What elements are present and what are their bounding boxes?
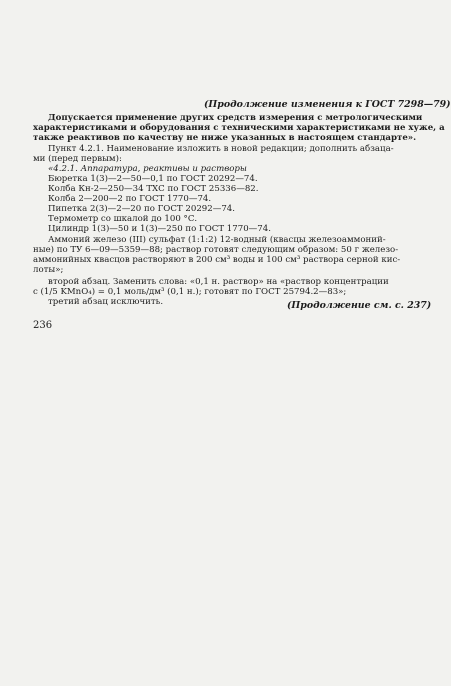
list-item: Колба 2—200—2 по ГОСТ 1770—74.	[48, 194, 212, 204]
page-number: 236	[33, 320, 53, 331]
paragraph-line: Аммоний железо (III) сульфат (1:1:2) 12-водный (квасцы железоаммоний-	[48, 235, 386, 245]
paragraph-line: второй абзац. Заменить слова: «0,1 н. раствор» на «раствор концентрации	[48, 277, 389, 287]
section-heading: «4.2.1. Аппаратура, реактивы и растворы	[48, 164, 247, 174]
paragraph-line: также реактивов по качеству не ниже указанных в настоящем стандарте».	[33, 133, 417, 143]
continuation-footer: (Продолжение см. с. 237)	[287, 300, 432, 311]
paragraph-line: ми (перед первым):	[33, 154, 122, 164]
list-item: Бюретка 1(3)—2—50—0,1 по ГОСТ 20292—74.	[48, 174, 258, 184]
paragraph-line: лоты»;	[33, 265, 64, 275]
list-item: Колба Кн-2—250—34 ТХС по ГОСТ 25336—82.	[48, 184, 259, 194]
continuation-header: (Продолжение изменения к ГОСТ 7298—79)	[204, 99, 451, 110]
list-item: Пипетка 2(3)—2—20 по ГОСТ 20292—74.	[48, 204, 235, 214]
paragraph-line: третий абзац исключить.	[48, 297, 164, 307]
paragraph-line: c (1/5 KMnO₄) = 0,1 моль/дм³ (0,1 н.); готовят по ГОСТ 25794.2—83»;	[33, 287, 347, 297]
paragraph-line: Допускается применение других средств измерения с метрологическими	[48, 113, 423, 123]
paragraph-line: Пункт 4.2.1. Наименование изложить в новой редакции; дополнить абзаца-	[48, 144, 394, 154]
list-item: Цилиндр 1(3)—50 и 1(3)—250 по ГОСТ 1770—74.	[48, 224, 271, 234]
paragraph-line: аммонийных квасцов растворяют в 200 см³ воды и 100 см³ раствора серной кис-	[33, 255, 401, 265]
paragraph-line: характеристиками и оборудования с техническими характеристиками не хуже, а	[33, 123, 445, 133]
list-item: Термометр со шкалой до 100 °С.	[48, 214, 198, 224]
paragraph-line: ные) по ТУ 6—09—5359—88; раствор готовят следующим образом: 50 г железо-	[33, 245, 399, 255]
